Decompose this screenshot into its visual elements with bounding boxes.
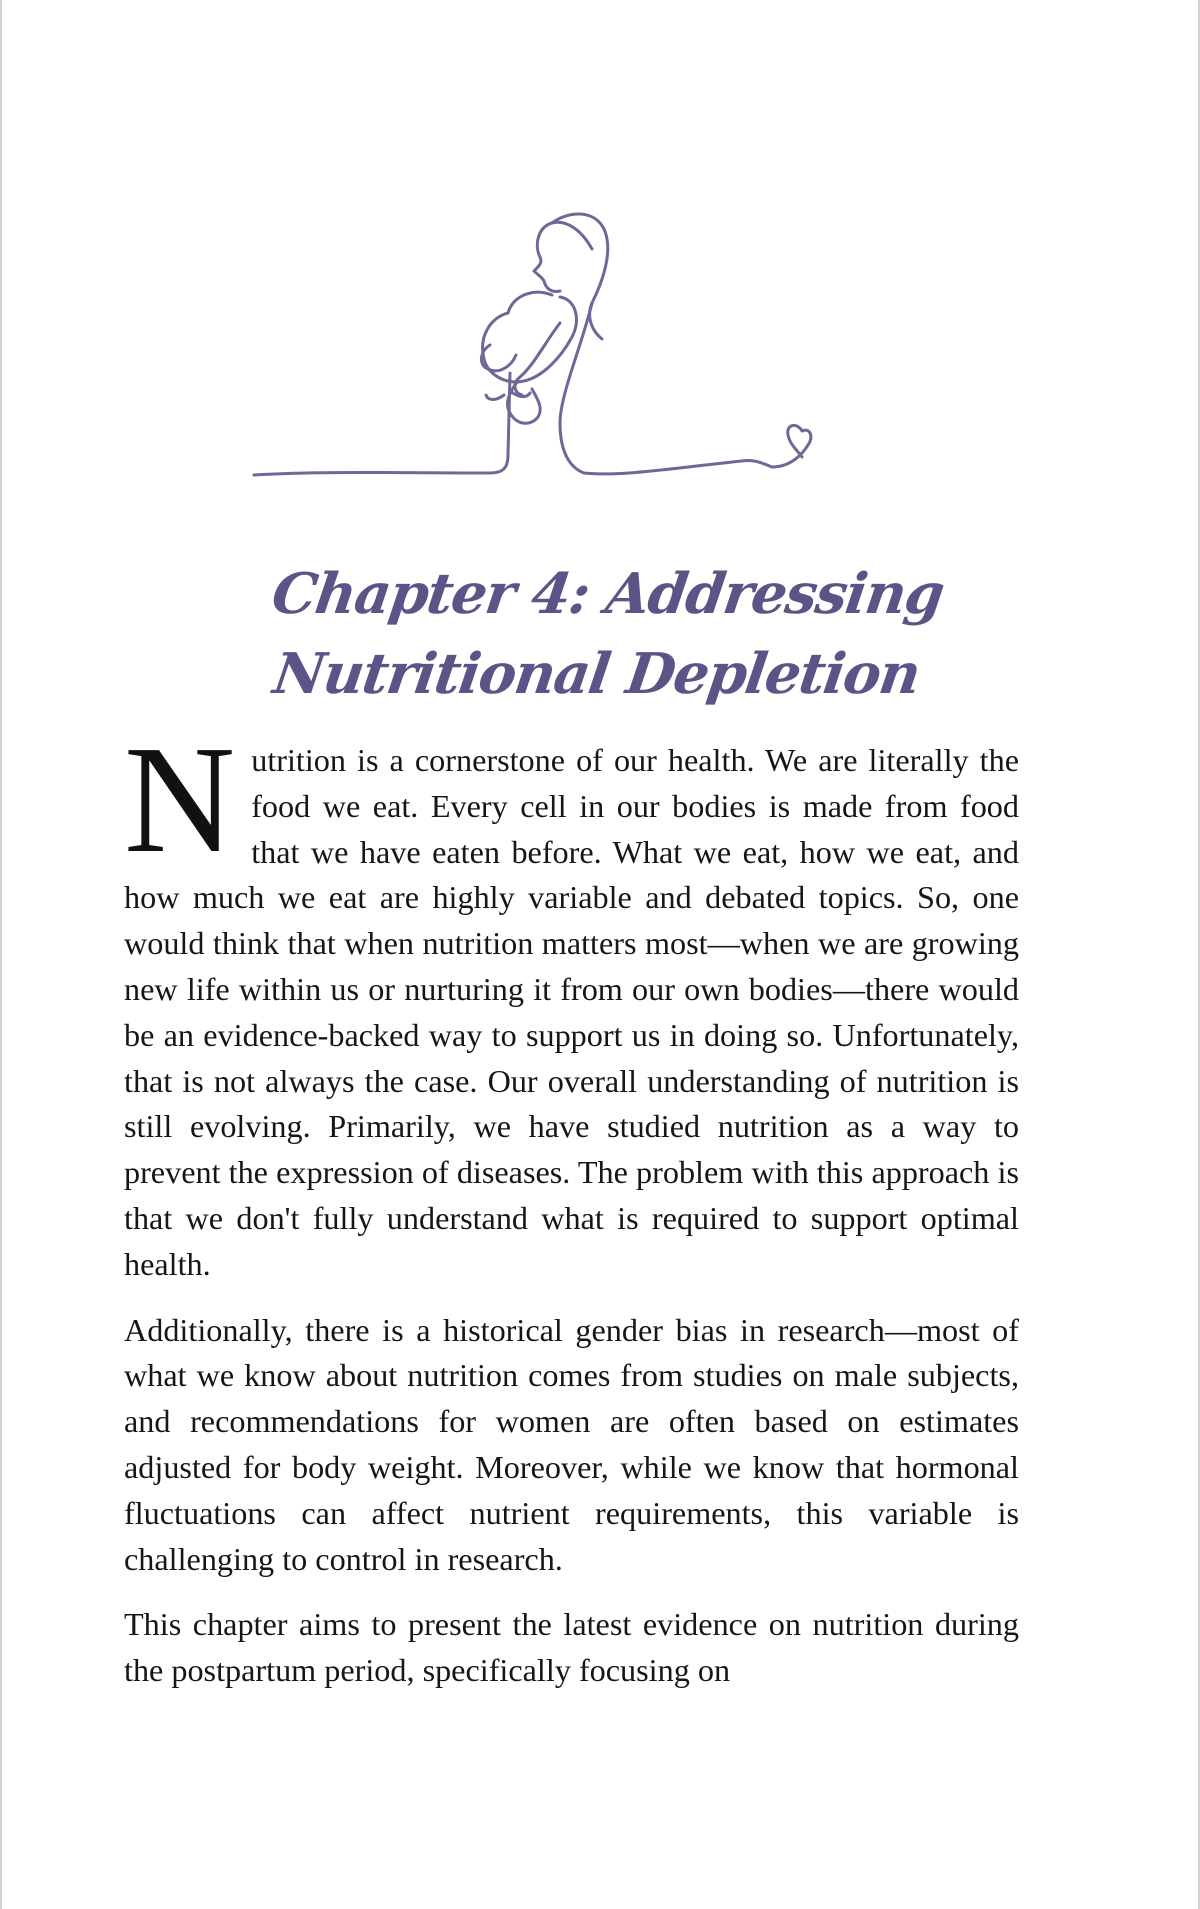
paragraph-1 <box>124 715 1019 1288</box>
baby-legs <box>508 381 541 423</box>
chapter-body <box>124 715 1019 1714</box>
stem-left <box>486 395 504 400</box>
paragraph-2: Additionally, there is a historical gender bias in research—most of what we know about nutrition comes from studies on male subjects, and recommendations for women are often based on estimates adjusted for body weight. Moreover, while we know that hormonal fluctuations can affect nutrient requirements, this variable is challenging to control in research. <box>124 1311 1019 1577</box>
baby-arm <box>481 345 516 371</box>
paragraph-3: This chapter aims to present the latest evidence on nutrition during the postpartum period, specifically focusing on <box>124 1606 1019 1689</box>
chapter-title: Chapter 4: Addressing Nutritional Depletion <box>268 561 948 707</box>
ground-line-left <box>254 373 510 475</box>
mother-and-baby-line-art-icon <box>242 205 862 495</box>
heart-icon <box>772 425 811 467</box>
paragraph-1-text: utrition is a cornerstone of our health. We are literally the food we eat. Every cell in our bodies is made from food that we have eaten before. What we eat, how we eat, and how much we eat are highly variable and debated topics. So, one would think that when nutrition matters most—when we are growing new life within us or nurturing it from our own bodies—there would be an evidence-backed way to support us in doing so. Unfortunately, that is not always the case. Our overall understanding of nutrition is still evolving. Primarily, we have studied nutrition as a way to prevent the expression of diseases. The problem with this approach is that we don't fully understand what is required to support optimal health. <box>124 742 1019 1282</box>
mother-head <box>534 222 592 291</box>
mother-arm <box>515 323 560 395</box>
drop-cap: N <box>124 715 236 885</box>
